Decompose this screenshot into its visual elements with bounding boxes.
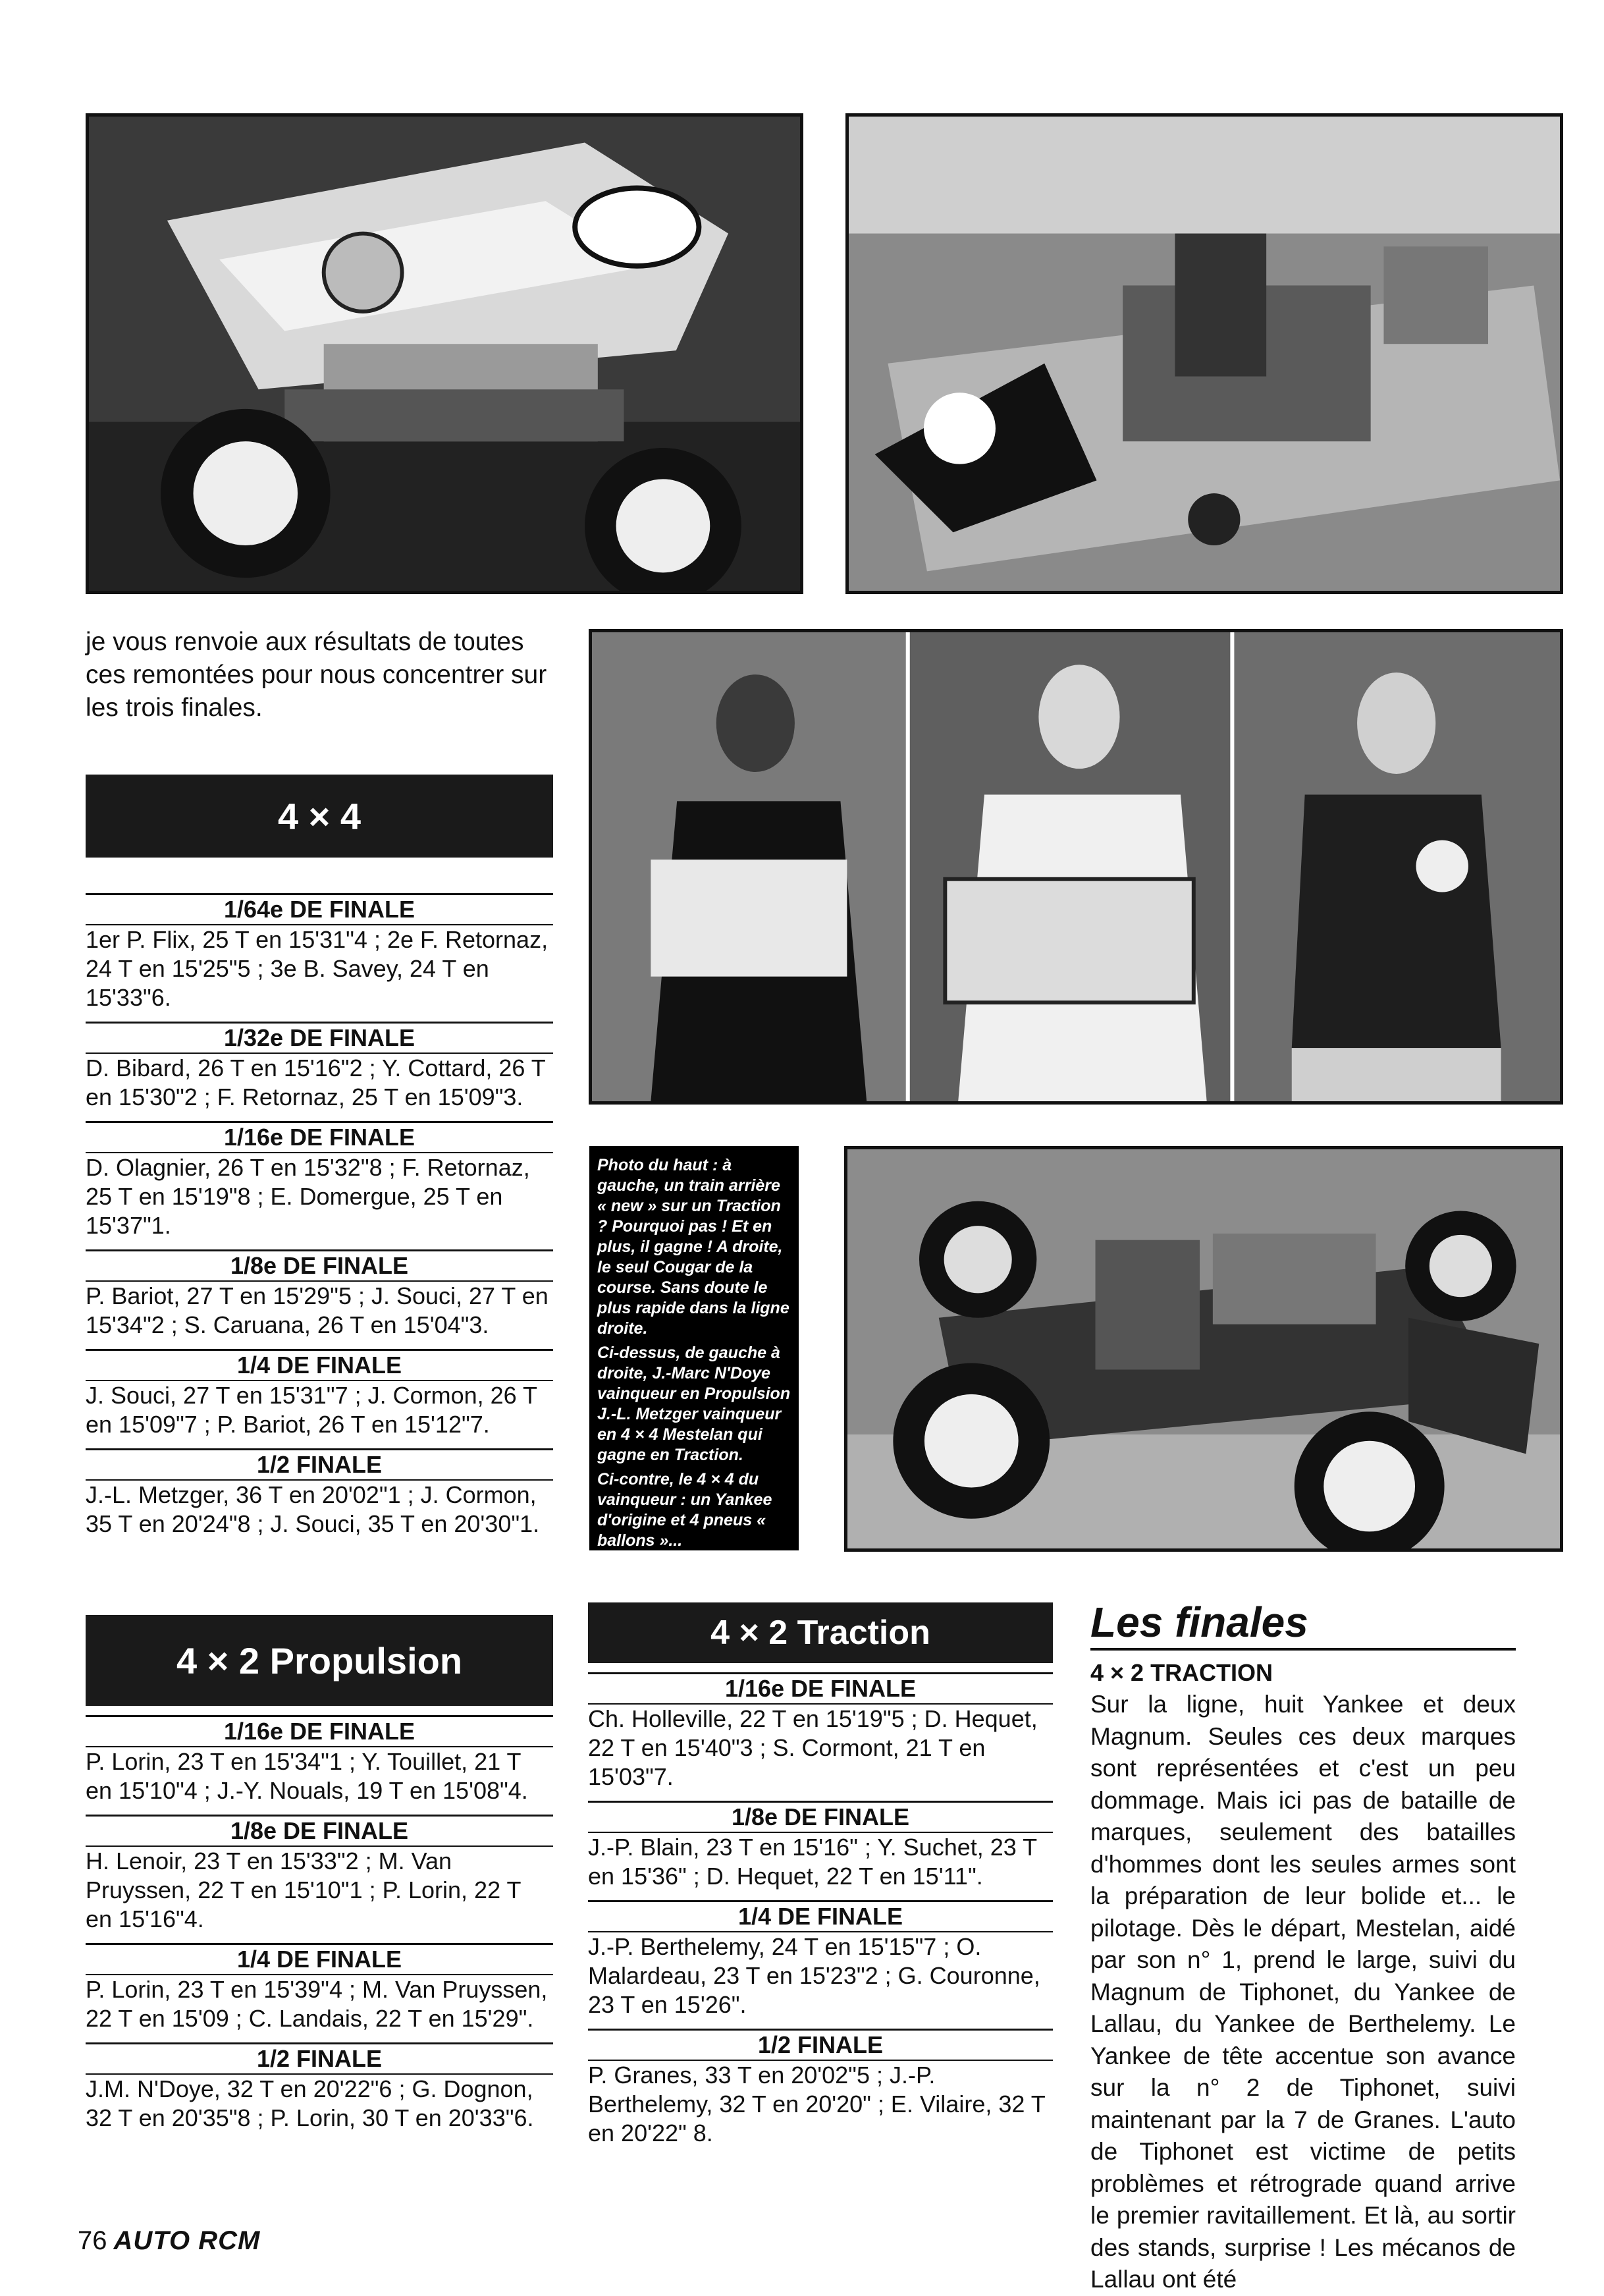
round-results: J.-P. Berthelemy, 24 T en 15'15"7 ; O. Malardeau, 23 T en 15'23"2 ; G. Couronne, 23 T en 15'26". xyxy=(588,1933,1040,2018)
results-propulsion xyxy=(86,1715,553,2133)
banner-propulsion: 4 × 2 Propulsion xyxy=(86,1615,553,1706)
photo-bottom xyxy=(844,1146,1563,1552)
round-heading: 1/2 FINALE xyxy=(588,2031,1053,2061)
photo-bottom-graphic xyxy=(847,1149,1560,1548)
round-heading: 1/8e DE FINALE xyxy=(86,1251,553,1282)
round-results: P. Lorin, 23 T en 15'39"4 ; M. Van Pruyssen, 22 T en 15'09 ; C. Landais, 22 T en 15'29". xyxy=(86,1976,548,2032)
round-section xyxy=(588,2029,1053,2148)
round-section xyxy=(86,1349,553,1439)
propulsion-column xyxy=(86,1615,553,2133)
photo-top-left-graphic xyxy=(89,117,800,591)
round-section xyxy=(86,1715,553,1805)
round-heading: 1/32e DE FINALE xyxy=(86,1024,553,1054)
photo-caption xyxy=(589,1146,799,1550)
round-heading: 1/2 FINALE xyxy=(86,1450,553,1481)
round-heading: 1/8e DE FINALE xyxy=(86,1817,553,1847)
round-heading: 1/16e DE FINALE xyxy=(588,1674,1053,1705)
round-results: H. Lenoir, 23 T en 15'33"2 ; M. Van Pruyssen, 22 T en 15'10"1 ; P. Lorin, 22 T en 15'16"4. xyxy=(86,1847,521,1932)
finales-body: Sur la ligne, huit Yankee et deux Magnum. Seules ces deux marques sont représentées et c'est un peu dommage. Mais ici pas de bataille de marques, seulement des batailles d'hommes dont les seules armes sont la préparation de leur bolide et... le pilotage. Dès le départ, Mestelan, aidé par son n° 1, prend le large, suivi du Magnum de Tiphonet, du Yankee de Lallau, du Yankee de Berthelemy. Le Yankee de tête accentue son avance sur la n° 2 de Tiphonet, suivi maintenant par la 7 de Granes. L'auto de Tiphonet est victime de petits problèmes et rétrograde quand arrive le premier ravitaillement. Et là, au sortir des stands, surprise ! Les mécanos de Lallau ont été xyxy=(1090,1691,1516,2293)
round-results: D. Olagnier, 26 T en 15'32"8 ; F. Retornaz, 25 T en 15'19"8 ; E. Domergue, 25 T en 15'37"1. xyxy=(86,1154,530,1239)
round-section xyxy=(588,1672,1053,1791)
caption-paragraph-3: Ci-contre, le 4 × 4 du vainqueur : un Yankee d'origine et 4 pneus « ballons »... xyxy=(597,1470,772,1550)
round-section xyxy=(86,1815,553,1934)
round-results: D. Bibard, 26 T en 15'16"2 ; Y. Cottard, 26 T en 15'30"2 ; F. Retornaz, 25 T en 15'09"3. xyxy=(86,1054,546,1110)
round-section xyxy=(86,1249,553,1340)
caption-paragraph-2: Ci-dessus, de gauche à droite, J.-Marc N'Doye vainqueur en Propulsion J.-L. Metzger vainqueur en 4 × 4 Mestelan qui gagne en Traction. xyxy=(597,1344,791,1464)
round-results: P. Lorin, 23 T en 15'34"1 ; Y. Touillet, 21 T en 15'10"4 ; J.-Y. Nouals, 19 T en 15'08"4. xyxy=(86,1748,528,1804)
round-heading: 1/64e DE FINALE xyxy=(86,895,553,925)
round-heading: 1/16e DE FINALE xyxy=(86,1123,553,1153)
caption-paragraph-1: Photo du haut : à gauche, un train arrière « new » sur un Traction ? Pourquoi pas ! Et en plus, il gagne ! A droite, le seul Cougar de la course. Sans doute le plus rapide dans la ligne droite. xyxy=(597,1156,789,1338)
round-results: P. Granes, 33 T en 20'02"5 ; J.-P. Berthelemy, 32 T en 20'20" ; E. Vilaire, 32 T en 20'22" 8. xyxy=(588,2062,1046,2146)
photo-top-right-graphic xyxy=(849,117,1560,591)
round-section xyxy=(588,1900,1053,2019)
round-results: 1er P. Flix, 25 T en 15'31"4 ; 2e F. Retornaz, 24 T en 15'25"5 ; 3e B. Savey, 24 T en 15'33"6. xyxy=(86,926,548,1011)
round-section xyxy=(86,893,553,1012)
round-heading: 1/16e DE FINALE xyxy=(86,1717,553,1747)
banner-traction: 4 × 2 Traction xyxy=(588,1602,1053,1663)
traction-column xyxy=(588,1602,1053,2148)
round-results: J.-P. Blain, 23 T en 15'16" ; Y. Suchet, 23 T en 15'36" ; D. Hequet, 22 T en 15'11". xyxy=(588,1834,1037,1890)
left-column xyxy=(86,626,553,1539)
photo-winners-graphic xyxy=(592,632,1560,1101)
page-number: 76 xyxy=(78,2226,107,2255)
round-heading: 1/4 DE FINALE xyxy=(588,1902,1053,1932)
page-footer xyxy=(78,2226,260,2256)
round-results: J.M. N'Doye, 32 T en 20'22"6 ; G. Dognon, 32 T en 20'35"8 ; P. Lorin, 30 T en 20'33"6. xyxy=(86,2075,534,2131)
intro-text: je vous renvoie aux résultats de toutes ces remontées pour nous concentrer sur les trois finales. xyxy=(86,628,547,722)
round-results: J.-L. Metzger, 36 T en 20'02"1 ; J. Cormon, 35 T en 20'24"8 ; J. Souci, 35 T en 20'30"1. xyxy=(86,1481,540,1537)
round-heading: 1/2 FINALE xyxy=(86,2044,553,2075)
round-section xyxy=(588,1801,1053,1891)
round-section xyxy=(86,1448,553,1539)
round-heading: 1/8e DE FINALE xyxy=(588,1803,1053,1833)
round-section xyxy=(86,1943,553,2033)
round-results: J. Souci, 27 T en 15'31"7 ; J. Cormon, 26 T en 15'09"7 ; P. Bariot, 26 T en 15'12"7. xyxy=(86,1382,537,1438)
round-heading: 1/4 DE FINALE xyxy=(86,1945,553,1975)
finales-column xyxy=(1090,1599,1516,2296)
round-results: Ch. Holleville, 22 T en 15'19"5 ; D. Hequet, 22 T en 15'40"3 ; S. Cormont, 21 T en 15'03"7. xyxy=(588,1705,1038,1790)
round-heading: 1/4 DE FINALE xyxy=(86,1351,553,1381)
photo-top-right xyxy=(845,113,1563,594)
round-section xyxy=(86,2042,553,2133)
magazine-brand: AUTO RCM xyxy=(113,2226,261,2255)
banner-4x4: 4 × 4 xyxy=(86,775,553,858)
round-results: P. Bariot, 27 T en 15'29"5 ; J. Souci, 27 T en 15'34"2 ; S. Caruana, 26 T en 15'04"3. xyxy=(86,1282,548,1338)
photo-winners xyxy=(589,629,1563,1105)
photo-top-left xyxy=(86,113,803,594)
round-section xyxy=(86,1121,553,1240)
finales-title: Les finales xyxy=(1090,1599,1516,1651)
results-traction xyxy=(588,1672,1053,2148)
round-section xyxy=(86,1022,553,1112)
finales-subtitle: 4 × 2 TRACTION xyxy=(1090,1659,1273,1686)
results-4x4 xyxy=(86,893,553,1539)
